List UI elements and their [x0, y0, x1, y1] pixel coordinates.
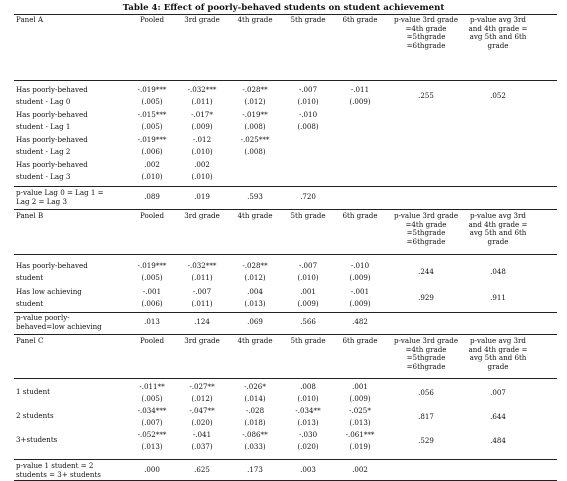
panel-b-row-se: (.006) [141, 299, 163, 308]
panel-c-pvalue-value: .003 [300, 465, 316, 474]
col-header-pvalue-all-grades: =4th grade [405, 344, 447, 354]
panel-c-row-se: (.019) [349, 442, 371, 451]
col-header-grade3: 3rd grade [184, 336, 220, 345]
panel-c-pvalue-value: .625 [194, 465, 210, 474]
panel-a-row-se: (.005) [141, 97, 163, 106]
panel-a-row-se: (.006) [141, 147, 163, 156]
col-header-pvalue-all-grades: p-value 3rd grade [393, 211, 459, 220]
panel-c-row-coef: -.025* [349, 406, 371, 415]
panel-b-row-coef: .004 [247, 287, 263, 296]
panel-a-row-coef: -.019** [242, 110, 268, 119]
panel-a-row-se: (.012) [244, 97, 266, 106]
panel-a-row-se: (.005) [141, 122, 163, 131]
panel-c-row-coef: -.034** [295, 406, 321, 415]
panel-c-row-pvalue-avg: .007 [490, 388, 506, 397]
col-header-pvalue-all-grades: =6thgrade [406, 40, 446, 50]
panel-a-row-label: Has poorly-behaved [16, 110, 88, 119]
panel-c-pvalue-label: p-value 1 student = 2 [16, 461, 94, 470]
panel-a-row-se: (.010) [191, 172, 213, 181]
col-header-pvalue-all-grades: =5thgrade [406, 228, 446, 237]
col-header-pvalue-avg: p-value avg 3rd [470, 211, 526, 220]
panel-a-label: Panel A [16, 15, 44, 24]
panel-a-row-coef: -.032*** [187, 85, 217, 94]
panel-b-pvalue-rule [14, 312, 557, 313]
panel-a-row-coef: -.019*** [137, 135, 167, 144]
panel-a-row-label: Has poorly-behaved [16, 135, 88, 144]
col-header-pvalue-all-grades: =5thgrade [406, 32, 446, 41]
panel-b-row-se: (.011) [191, 299, 213, 308]
panel-b-row-coef: -.007 [192, 287, 212, 296]
col-header-grade5: 5th grade [290, 211, 326, 220]
panel-a-bottom-rule [14, 209, 557, 210]
col-header-grade5: 5th grade [290, 336, 326, 345]
panel-b-row-coef: -.028** [242, 261, 268, 270]
panel-a-row-coef: -.025*** [240, 135, 270, 144]
panel-a-row-se: (.008) [297, 122, 319, 131]
col-header-pvalue-avg: p-value avg 3rd [470, 336, 526, 345]
panel-c-row-se: (.013) [141, 442, 163, 451]
panel-b-row-coef: -.001 [350, 287, 370, 296]
col-header-pvalue-all-grades: =6thgrade [406, 361, 446, 371]
panel-a-row-se: (.009) [191, 122, 213, 131]
col-header-pvalue-all-grades: =4th grade [405, 219, 447, 229]
panel-c-row-se: (.009) [349, 394, 371, 403]
col-header-pvalue-avg: grade [487, 40, 509, 50]
panel-c-row-se: (.020) [297, 442, 319, 451]
panel-b-row-label: Has poorly-behaved [16, 261, 88, 270]
panel-a-pvalue-value: .593 [247, 192, 263, 201]
panel-b-row-coef: .001 [300, 287, 316, 296]
panel-c-row-coef: -.034*** [137, 406, 167, 415]
panel-a-pvalue-rule [14, 186, 557, 187]
panel-a-row-coef: -.012 [192, 135, 212, 144]
panel-c-row-label: 3+students [16, 435, 58, 444]
col-header-grade6: 6th grade [342, 336, 378, 345]
panel-c-pvalue-value: .173 [247, 465, 263, 474]
panel-c-pvalue-label: students = 3+ students [16, 470, 101, 479]
panel-c-row-label: 2 students [16, 411, 54, 420]
panel-a-row-label: student - Lag 2 [16, 147, 71, 156]
panel-a-row-label: student - Lag 0 [16, 97, 71, 106]
col-header-pvalue-all-grades: =5thgrade [406, 353, 446, 362]
panel-c-row-se: (.013) [297, 418, 319, 427]
panel-b-row-coef: -.007 [298, 261, 318, 270]
panel-c-row-pvalue-all: .529 [418, 436, 434, 445]
col-header-pvalue-avg: avg 5th and 6th [469, 228, 527, 237]
panel-c-header-rule [14, 378, 557, 379]
col-header-pvalue-avg: avg 5th and 6th [469, 32, 527, 41]
panel-c-row-coef: .008 [300, 382, 316, 391]
panel-c-pvalue-value: .000 [144, 465, 160, 474]
panel-a-pvalue-value: .019 [194, 192, 210, 201]
panel-a-row-coef: -.017* [191, 110, 213, 119]
panel-b-row-pvalue-all: .244 [418, 267, 434, 276]
col-header-pooled: Pooled [139, 336, 165, 345]
col-header-pvalue-avg: and 4th grade = [468, 23, 528, 33]
panel-c-row-coef: -.041 [192, 430, 212, 439]
panel-a-row-se: (.010) [141, 172, 163, 181]
panel-c-row-se: (.005) [141, 394, 163, 403]
panel-b-row-pvalue-avg: .911 [490, 293, 506, 302]
col-header-pvalue-avg: and 4th grade = [468, 219, 528, 229]
panel-a-row-se: (.008) [244, 122, 266, 131]
panel-c-row-pvalue-all: .056 [418, 388, 434, 397]
col-header-grade6: 6th grade [342, 211, 378, 220]
panel-a-row-se: (.010) [191, 147, 213, 156]
col-header-grade5: 5th grade [290, 15, 326, 24]
panel-c-label: Panel C [16, 336, 44, 345]
panel-b-row-se: (.005) [141, 273, 163, 282]
col-header-grade6: 6th grade [342, 15, 378, 24]
col-header-pvalue-all-grades: =4th grade [405, 23, 447, 33]
panel-a-row-coef: .002 [194, 160, 210, 169]
panel-b-pvalue-value: .069 [247, 317, 263, 326]
panel-a-pvalue-label: p-value Lag 0 = Lag 1 = [16, 188, 104, 197]
panel-a-row-se: (.008) [244, 147, 266, 156]
panel-b-row-se: (.009) [297, 299, 319, 308]
panel-b-pvalue-label: p-value poorly- [16, 313, 70, 322]
panel-b-row-label: student [16, 299, 44, 308]
panel-b-row-se: (.009) [349, 273, 371, 282]
panel-b-pvalue-value: .482 [352, 317, 368, 326]
panel-b-row-coef: -.010 [350, 261, 370, 270]
panel-b-pvalue-value: .013 [144, 317, 160, 326]
panel-c-row-pvalue-avg: .644 [490, 412, 506, 421]
panel-c-row-pvalue-all: .817 [418, 412, 434, 421]
panel-a-row-se: (.011) [191, 97, 213, 106]
panel-b-pvalue-value: .124 [194, 317, 210, 326]
panel-c-row-pvalue-avg: .484 [490, 436, 506, 445]
panel-b-header-rule [14, 254, 557, 255]
panel-c-row-coef: -.052*** [137, 430, 167, 439]
panel-b-row-coef: -.019*** [137, 261, 167, 270]
panel-a-pvalue-value: .089 [144, 192, 160, 201]
panel-a-row-se: (.009) [349, 97, 371, 106]
panel-b-row-se: (.010) [297, 273, 319, 282]
panel-c-row-coef: -.030 [298, 430, 318, 439]
panel-b-pvalue-label: behaved=low achieving [16, 322, 102, 331]
panel-c-row-coef: -.011** [139, 382, 165, 391]
col-header-pvalue-all-grades: =6thgrade [406, 236, 446, 246]
panel-c-row-se: (.018) [244, 418, 266, 427]
panel-b-row-se: (.009) [349, 299, 371, 308]
panel-c-row-se: (.010) [297, 394, 319, 403]
panel-b-row-pvalue-all: .929 [418, 293, 434, 302]
panel-c-row-coef: -.027** [189, 382, 215, 391]
col-header-pvalue-all-grades: p-value 3rd grade [393, 336, 459, 345]
panel-b-label: Panel B [16, 211, 44, 220]
panel-a-row-label: Has poorly-behaved [16, 85, 88, 94]
col-header-grade4: 4th grade [237, 15, 273, 24]
panel-b-row-coef: -.032*** [187, 261, 217, 270]
panel-c-row-coef: -.086** [242, 430, 268, 439]
col-header-grade3: 3rd grade [184, 211, 220, 220]
panel-a-row-coef: -.019*** [137, 85, 167, 94]
col-header-pooled: Pooled [139, 15, 165, 24]
col-header-pvalue-all-grades: p-value 3rd grade [393, 15, 459, 24]
panel-a-pvalue-value: .720 [300, 192, 316, 201]
panel-c-row-coef: .001 [352, 382, 368, 391]
panel-c-row-se: (.013) [349, 418, 371, 427]
panel-a-row-pvalue-avg: .052 [490, 91, 506, 100]
panel-a-row-label: Has poorly-behaved [16, 160, 88, 169]
panel-b-row-se: (.011) [191, 273, 213, 282]
col-header-pvalue-avg: grade [487, 236, 509, 246]
panel-c-pvalue-rule [14, 459, 557, 460]
panel-a-row-pvalue-all: .255 [418, 91, 434, 100]
panel-a-row-coef: -.010 [298, 110, 318, 119]
panel-c-row-coef: -.047** [189, 406, 215, 415]
panel-a-row-coef: -.007 [298, 85, 318, 94]
table-title: Table 4: Effect of poorly-behaved students on student achievement [122, 3, 445, 13]
panel-c-row-se: (.033) [244, 442, 266, 451]
panel-c-row-label: 1 student [16, 387, 50, 396]
panel-c-row-coef: -.028 [245, 406, 265, 415]
panel-a-row-label: student - Lag 1 [16, 122, 71, 131]
panel-a-row-se: (.010) [297, 97, 319, 106]
col-header-pvalue-avg: grade [487, 361, 509, 371]
panel-a-pvalue-label: Lag 2 = Lag 3 [16, 197, 67, 206]
panel-c-row-se: (.012) [191, 394, 213, 403]
col-header-grade4: 4th grade [237, 211, 273, 220]
col-header-grade4: 4th grade [237, 336, 273, 345]
panel-b-row-label: student [16, 273, 44, 282]
panel-a-row-coef: -.011 [350, 85, 370, 94]
panel-b-row-se: (.013) [244, 299, 266, 308]
panel-a-row-coef: .002 [144, 160, 160, 169]
panel-b-row-coef: -.001 [142, 287, 162, 296]
panel-c-pvalue-value: .002 [352, 465, 368, 474]
panel-b-row-label: Has low achieving [16, 287, 82, 296]
panel-b-row-pvalue-avg: .048 [490, 267, 506, 276]
panel-b-pvalue-value: .566 [300, 317, 316, 326]
panel-c-row-coef: -.061*** [345, 430, 375, 439]
col-header-pvalue-avg: avg 5th and 6th [469, 353, 527, 362]
panel-a-row-coef: -.015*** [137, 110, 167, 119]
panel-b-bottom-rule [14, 334, 557, 335]
panel-c-row-se: (.014) [244, 394, 266, 403]
panel-b-row-se: (.012) [244, 273, 266, 282]
col-header-grade3: 3rd grade [184, 15, 220, 24]
panel-a-header-rule [14, 80, 557, 81]
col-header-pvalue-avg: p-value avg 3rd [470, 15, 526, 24]
col-header-pvalue-avg: and 4th grade = [468, 344, 528, 354]
col-header-pooled: Pooled [139, 211, 165, 220]
panel-a-row-label: student - Lag 3 [16, 172, 71, 181]
panel-c-row-coef: -.026* [244, 382, 266, 391]
panel-c-row-se: (.037) [191, 442, 213, 451]
panel-c-row-se: (.007) [141, 418, 163, 427]
panel-c-row-se: (.020) [191, 418, 213, 427]
panel-a-row-coef: -.028** [242, 85, 268, 94]
